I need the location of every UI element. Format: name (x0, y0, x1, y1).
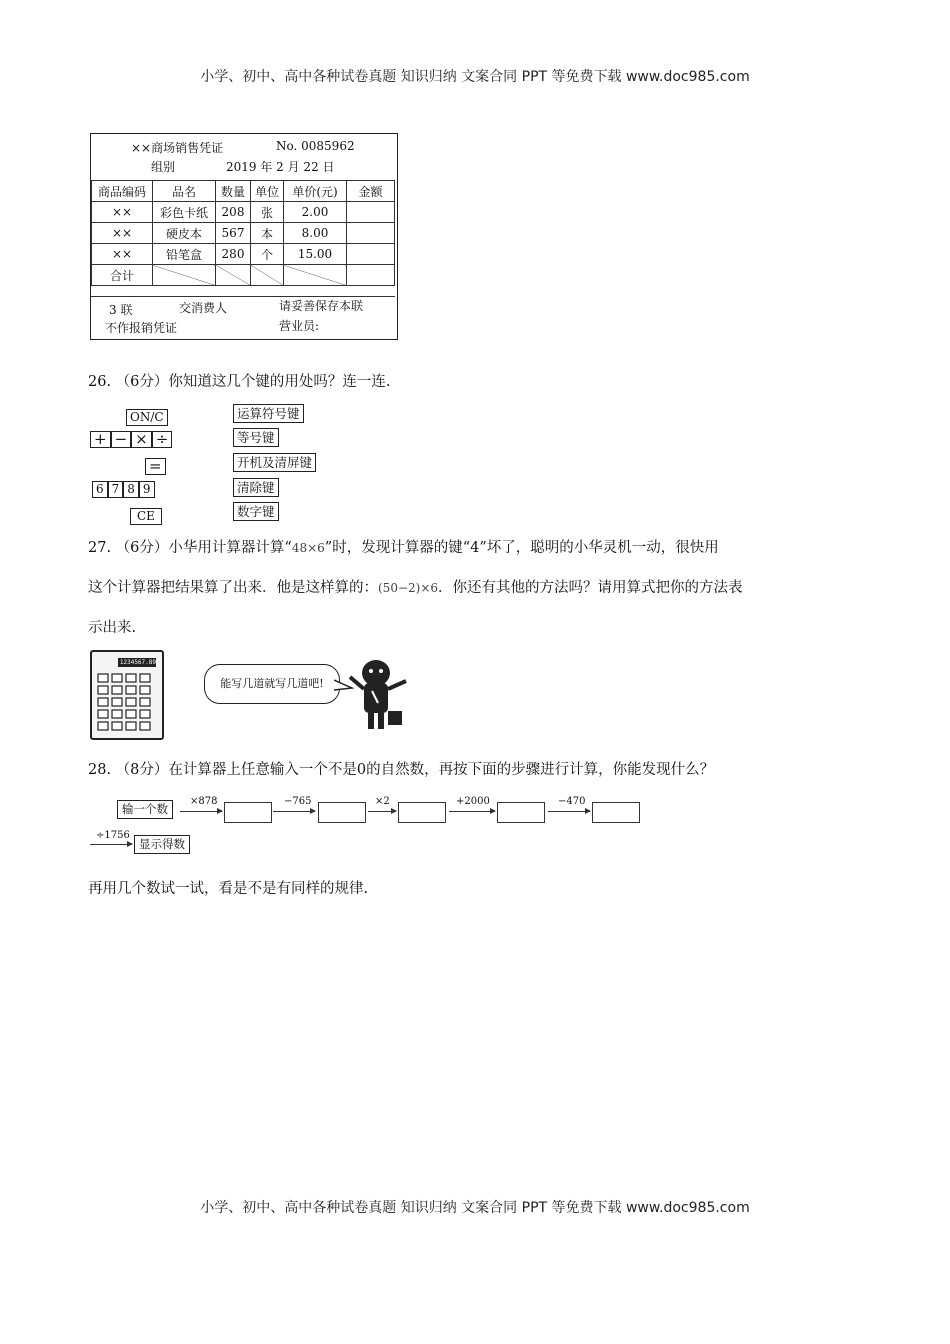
cartoon-character-illustration (344, 655, 414, 735)
flow-op-minus-470: −470 (558, 796, 586, 807)
flow-op-plus-2000: +2000 (456, 796, 490, 807)
q27-text-b: ”时，发现计算器的键“4”坏了，聪明的小华灵机一动，很快用 (324, 540, 719, 556)
flow-blank-box-2[interactable] (318, 802, 366, 823)
page-footer: 小学、初中、高中各种试卷真题 知识归纳 文案合同 PPT 等免费下载 www.doc985.com (200, 1200, 750, 1216)
minus-key: − (111, 431, 132, 448)
cell: 本 (251, 223, 284, 244)
flow-blank-box-4[interactable] (497, 802, 545, 823)
equals-key: = (145, 458, 166, 475)
flow-blank-box-1[interactable] (224, 802, 272, 823)
table-row (92, 244, 395, 265)
key-equals (145, 456, 166, 475)
total-label: 合计 (92, 265, 153, 286)
receipt-header-row (92, 181, 395, 202)
col-header: 数量 (216, 181, 251, 202)
table-row (92, 223, 395, 244)
flow-blank-box-5[interactable] (592, 802, 640, 823)
cell: 硬皮本 (153, 223, 216, 244)
ce-key: CE (130, 508, 162, 525)
col-header: 商品编码 (92, 181, 153, 202)
col-header: 品名 (153, 181, 216, 202)
label-clear-key: 清除键 (233, 478, 279, 497)
cell: 个 (251, 244, 284, 265)
digit-9-key: 9 (139, 481, 155, 498)
flow-arrow (449, 811, 495, 812)
cell (347, 265, 395, 286)
key-onc (126, 406, 168, 426)
question-28-followup: 再用几个数试一试，看是不是有同样的规律. (88, 881, 369, 897)
cell: 208 (216, 202, 251, 223)
times-key: × (131, 431, 152, 448)
operator-keys (90, 431, 172, 448)
cell: 8.00 (284, 223, 347, 244)
flow-op-times-878: ×878 (190, 796, 218, 807)
q27-expression-2: (50−2)×6 (378, 581, 439, 595)
diagonal-cell (284, 265, 347, 286)
flow-op-times-2: ×2 (375, 796, 390, 807)
receipt-date: 2019 年 2 月 22 日 (226, 160, 335, 174)
question-27-line3: 示出来. (88, 620, 137, 636)
calculator-illustration (90, 650, 164, 740)
cell: 铅笔盒 (153, 244, 216, 265)
cell: 280 (216, 244, 251, 265)
onc-key: ON/C (126, 409, 168, 426)
cell: ×× (92, 202, 153, 223)
digit-keys (92, 481, 155, 498)
flow-arrow (273, 811, 315, 812)
flow-op-divide-1756: ÷1756 (96, 830, 130, 841)
question-27-line1 (88, 538, 719, 558)
cell: 567 (216, 223, 251, 244)
label-power-clear-key: 开机及清屏键 (233, 453, 316, 472)
q27-text-c: 这个计算器把结果算了出来．他是这样算的： (88, 580, 378, 596)
cell (347, 202, 395, 223)
cell: 15.00 (284, 244, 347, 265)
table-row (92, 202, 395, 223)
receipt-number: No. 0085962 (276, 139, 355, 153)
total-row (92, 265, 395, 286)
flow-arrow (90, 844, 132, 845)
cell: 彩色卡纸 (153, 202, 216, 223)
diagonal-cell (216, 265, 251, 286)
cell: 2.00 (284, 202, 347, 223)
cell: ×× (92, 244, 153, 265)
receipt-foot-right2: 营业员: (279, 319, 320, 333)
page-header: 小学、初中、高中各种试卷真题 知识归纳 文案合同 PPT 等免费下载 www.doc985.com (200, 69, 750, 85)
key-ce (130, 505, 162, 525)
question-26: 26. （6分）你知道这几个键的用处吗？连一连. (88, 374, 391, 390)
cell: 张 (251, 202, 284, 223)
speech-bubble: 能写几道就写几道吧! (204, 664, 340, 704)
flow-op-minus-765: −765 (284, 796, 312, 807)
receipt-foot-right1: 请妥善保存本联 (279, 299, 364, 313)
question-28: 28. （8分）在计算器上任意输入一个不是0的自然数，再按下面的步骤进行计算，你能发现什么？ (88, 762, 715, 778)
col-header: 金额 (347, 181, 395, 202)
cell: ×× (92, 223, 153, 244)
cell (347, 244, 395, 265)
divide-key: ÷ (152, 431, 173, 448)
label-operator-keys: 运算符号键 (233, 404, 304, 423)
q27-text-a: 27. （6分）小华用计算器计算“ (88, 540, 292, 556)
q27-expression-1: 48×6 (291, 541, 325, 555)
flow-blank-box-3[interactable] (398, 802, 446, 823)
digit-6-key: 6 (92, 481, 108, 498)
receipt-table (91, 180, 395, 286)
cell (347, 223, 395, 244)
digit-8-key: 8 (123, 481, 139, 498)
receipt-foot-mid1: 交消费人 (179, 301, 228, 315)
flow-arrow (368, 811, 396, 812)
receipt-foot-left2: 不作报销凭证 (105, 321, 178, 335)
receipt-title: ××商场销售凭证 (131, 141, 224, 155)
question-27-line2 (88, 578, 743, 598)
label-equals-key: 等号键 (233, 428, 279, 447)
col-header: 单位 (251, 181, 284, 202)
flow-start-box: 输一个数 (117, 800, 173, 819)
calculator-display: 1234567.89 (119, 659, 156, 666)
flow-end-box: 显示得数 (134, 835, 190, 854)
receipt-group: 组别 (151, 160, 176, 174)
sales-receipt (90, 133, 398, 340)
flow-arrow (180, 811, 222, 812)
label-digit-keys: 数字键 (233, 502, 279, 521)
col-header: 单价(元) (284, 181, 347, 202)
q27-text-d: ．你还有其他的方法吗？请用算式把你的方法表 (438, 580, 743, 596)
receipt-foot-left1: 3 联 (109, 303, 133, 317)
diagonal-cell (251, 265, 284, 286)
diagonal-cell (153, 265, 216, 286)
calculator-keypad (92, 670, 162, 740)
receipt-footer (91, 296, 395, 339)
plus-key: + (90, 431, 111, 448)
digit-7-key: 7 (108, 481, 124, 498)
flow-arrow (548, 811, 590, 812)
